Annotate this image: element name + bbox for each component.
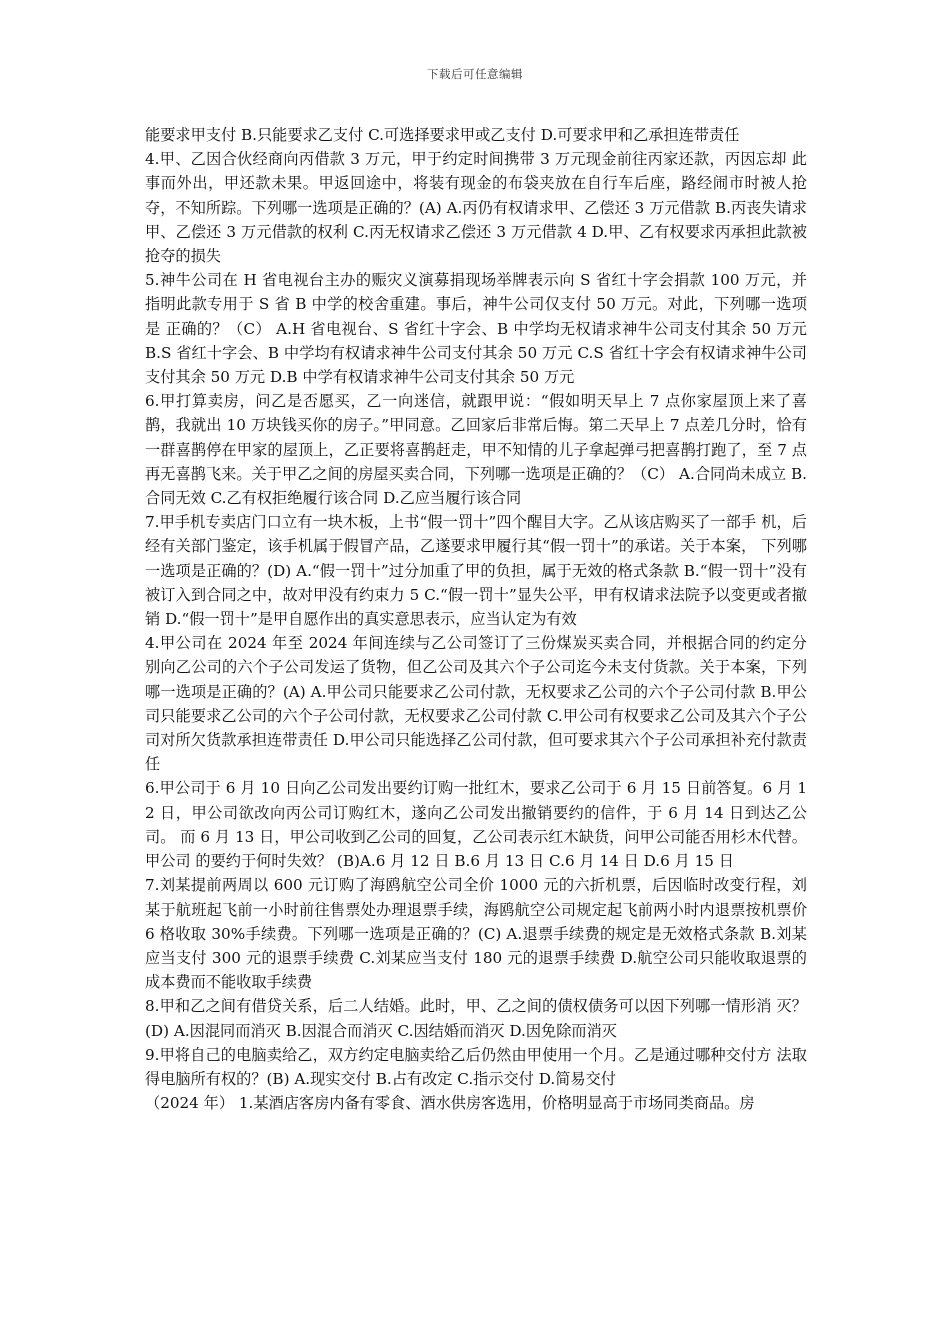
- document-body: [145, 123, 807, 1115]
- paragraph: 5.神牛公司在 H 省电视台主办的赈灾义演募捐现场举牌表示向 S 省红十字会捐款 100 万元，并 指明此款专用于 S 省 B 中学的校舍重建。事后，神牛公司仅支付 50 万元。对此，下列哪一选项是 正确的？（C） A.H 省电视台、S 省红十字会、B 中学均无权请求神牛公司支付其余 50 万元 B.S 省红十字会、B 中学均有权请求神牛公司支付其余 50 万元 C.S 省红十字会有权请求神牛公司支付其余 50 万元 D.B 中学有权请求神牛公司支付其余 50 万元: [145, 271, 807, 387]
- paragraph: 4.甲公司在 2024 年至 2024 年间连续与乙公司签订了三份煤炭买卖合同，并根据合同的约定分 别向乙公司的六个子公司发运了货物，但乙公司及其六个子公司迄今未支付货款。关于本案，下列 哪一选项是正确的？(A) A.甲公司只能要求乙公司付款，无权要求乙公司的六个子公司付款 B.甲公司只能要求乙公司的六个子公司付款，无权要求乙公司付款 C.甲公司有权要求乙公司及其六个子公司对所欠货款承担连带责任 D.甲公司只能选择乙公司付款，但可要求其六个子公司承担补充付款责任: [145, 634, 807, 774]
- paragraph: 8.甲和乙之间有借贷关系，后二人结婚。此时，甲、乙之间的债权债务可以因下列哪一情形消 灭？(D) A.因混同而消灭 B.因混合而消灭 C.因结婚而消灭 D.因免除而消灭: [145, 997, 807, 1040]
- paragraph: 能要求甲支付 B.只能要求乙支付 C.可选择要求甲或乙支付 D.可要求甲和乙承担连带责任: [145, 126, 740, 144]
- page-header: 下载后可任意编辑: [427, 67, 523, 81]
- paragraph: 7.刘某提前两周以 600 元订购了海鸥航空公司全价 1000 元的六折机票，后因临时改变行程，刘 某于航班起飞前一小时前往售票处办理退票手续，海鸥航空公司规定起飞前两小时内退票按机票价 6 格收取 30%手续费。下列哪一选项是正确的？(C) A.退票手续费的规定是无效格式条款 B.刘某应当支付 300 元的退票手续费 C.刘某应当支付 180 元的退票手续费 D.航空公司只能收取退票的成本费而不能收取手续费: [145, 876, 807, 992]
- paragraph: 6.甲公司于 6 月 10 日向乙公司发出要约订购一批红木，要求乙公司于 6 月 15 日前答复。6 月 12 日，甲公司欲改向丙公司订购红木，遂向乙公司发出撤销要约的信件，于 6 月 14 日到达乙公司。 而 6 月 13 日，甲公司收到乙公司的回复，乙公司表示红木缺货，问甲公司能否用杉木代替。甲公司 的要约于何时失效？ (B)A.6 月 12 日 B.6 月 13 日 C.6 月 14 日 D.6 月 15 日: [145, 779, 807, 871]
- paragraph: （2024 年） 1.某酒店客房内备有零食、酒水供房客选用，价格明显高于市场同类商品。房: [145, 1094, 755, 1113]
- paragraph: 6.甲打算卖房，问乙是否愿买，乙一向迷信，就跟甲说：“假如明天早上 7 点你家屋顶上来了喜 鹊，我就出 10 万块钱买你的房子。”甲同意。乙回家后非常后悔。第二天早上 7 点差几分时，恰有 一群喜鹊停在甲家的屋顶上，乙正要将喜鹊赶走，甲不知情的儿子拿起弹弓把喜鹊打跑了，至 7 点 再无喜鹊飞来。关于甲乙之间的房屋买卖合同，下列哪一选项是正确的？（C） A.合同尚未成立 B.合同无效 C.乙有权拒绝履行该合同 D.乙应当履行该合同: [145, 392, 807, 508]
- paragraph: 9.甲将自己的电脑卖给乙，双方约定电脑卖给乙后仍然由甲使用一个月。乙是通过哪种交付方 法取得电脑所有权的？(B) A.现实交付 B.占有改定 C.指示交付 D.简易交付: [145, 1045, 807, 1088]
- paragraph: 7.甲手机专卖店门口立有一块木板，上书“假一罚十”四个醒目大字。乙从该店购买了一部手 机，后经有关部门鉴定，该手机属于假冒产品，乙遂要求甲履行其“假一罚十”的承诺。关于本案， 下列哪一选项是正确的？(D) A.“假一罚十”过分加重了甲的负担，属于无效的格式条款 B.“假一罚十”没有被订入到合同之中，故对甲没有约束力 5 C.“假一罚十”显失公平，甲有权请求法院予以变更或者撤销 D.“假一罚十”是甲自愿作出的真实意思表示，应当认定为有效: [145, 513, 807, 629]
- paragraph: 4.甲、乙因合伙经商向丙借款 3 万元，甲于约定时间携带 3 万元现金前往丙家还款，丙因忘却 此事而外出，甲还款未果。甲返回途中，将装有现金的布袋夹放在自行车后座，路经闹市时被人抢 夺，不知所踪。下列哪一选项是正确的？(A) A.丙仍有权请求甲、乙偿还 3 万元借款 B.丙丧失请求甲、乙偿还 3 万元借款的权利 C.丙无权请求乙偿还 3 万元借款 4 D.甲、乙有权要求丙承担此款被抢夺的损失: [145, 150, 807, 266]
